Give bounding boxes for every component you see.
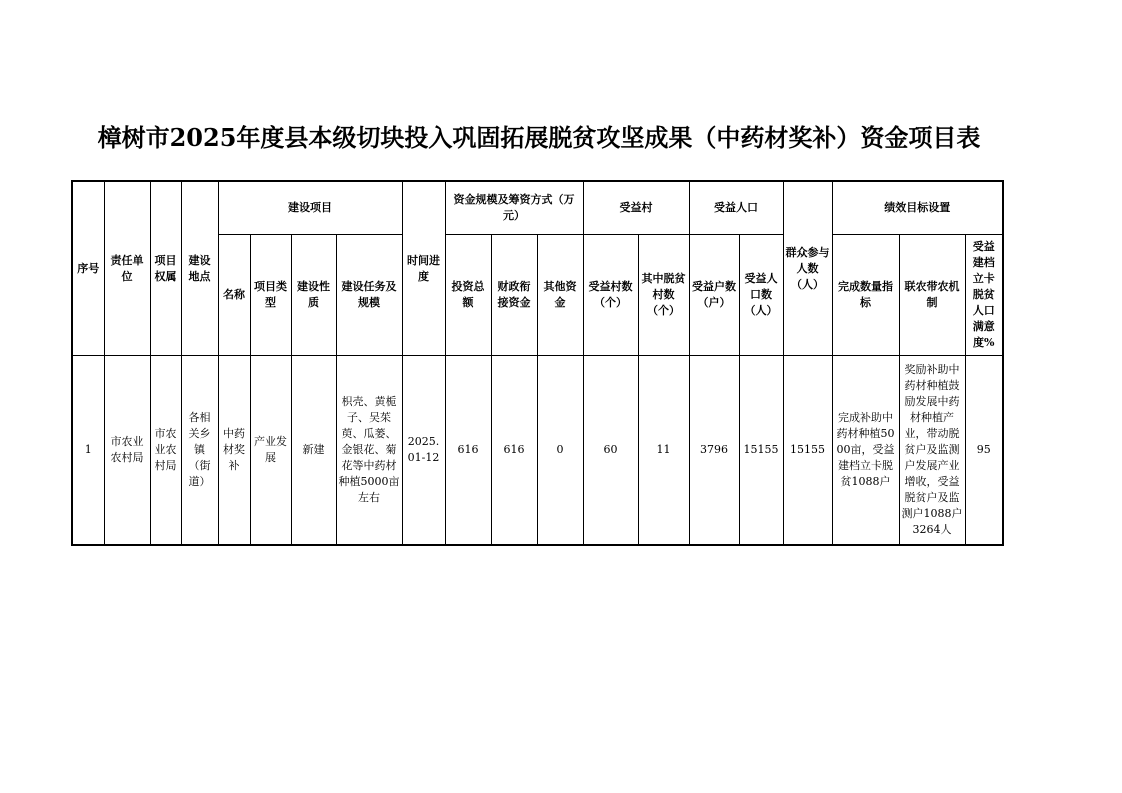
header-owner: 项目权属 [150, 181, 181, 356]
header-name: 名称 [218, 235, 250, 356]
cell-participants: 15155 [783, 356, 832, 546]
header-participants: 群众参与人数（人） [783, 181, 832, 356]
header-seq: 序号 [72, 181, 104, 356]
header-construction-group: 建设项目 [218, 181, 402, 235]
cell-nature: 新建 [291, 356, 336, 546]
header-schedule: 时间进度 [402, 181, 445, 356]
cell-seq: 1 [72, 356, 104, 546]
cell-fiscal: 616 [491, 356, 537, 546]
project-table [71, 180, 1004, 546]
header-completion: 完成数量指标 [832, 235, 899, 356]
header-fiscal: 财政衔接资金 [491, 235, 537, 356]
header-poor-village: 其中脱贫村数（个） [638, 235, 689, 356]
header-nature: 建设性质 [291, 235, 336, 356]
cell-other: 0 [537, 356, 583, 546]
cell-name: 中药材奖补 [218, 356, 250, 546]
cell-location: 各相关乡镇（街道） [181, 356, 218, 546]
cell-village-count: 60 [583, 356, 638, 546]
cell-mechanism: 奖励补助中药材种植鼓励发展中药材种植产业，带动脱贫户及监测户发展产业增收，受益脱贫户及监测户1088户3264人 [899, 356, 965, 546]
header-other: 其他资金 [537, 235, 583, 356]
cell-households: 3796 [689, 356, 739, 546]
cell-task: 枳壳、黄栀子、吴茱萸、瓜蒌、金银花、菊花等中药材种植5000亩左右 [336, 356, 402, 546]
cell-total: 616 [445, 356, 491, 546]
cell-owner: 市农业农村局 [150, 356, 181, 546]
header-pop-group: 受益人口 [689, 181, 783, 235]
cell-poor-village: 11 [638, 356, 689, 546]
header-perf-group: 绩效目标设置 [832, 181, 1003, 235]
cell-completion: 完成补助中药材种植5000亩，受益建档立卡脱贫1088户 [832, 356, 899, 546]
header-households: 受益户数（户） [689, 235, 739, 356]
header-unit: 责任单位 [104, 181, 150, 356]
header-satisfaction: 受益建档立卡脱贫人口满意度% [965, 235, 1003, 356]
cell-unit: 市农业农村局 [104, 356, 150, 546]
cell-population: 15155 [739, 356, 783, 546]
header-total: 投资总额 [445, 235, 491, 356]
header-task: 建设任务及规模 [336, 235, 402, 356]
header-mechanism: 联农带农机制 [899, 235, 965, 356]
header-location: 建设地点 [181, 181, 218, 356]
cell-type: 产业发展 [250, 356, 291, 546]
header-village-count: 受益村数（个） [583, 235, 638, 356]
header-population: 受益人口数（人） [739, 235, 783, 356]
header-row-1 [72, 181, 1003, 235]
page-title: 樟树市2025年度县本级切块投入巩固拓展脱贫攻坚成果（中药材奖补）资金项目表 [97, 123, 981, 152]
header-type: 项目类型 [250, 235, 291, 356]
table-row [72, 356, 1003, 546]
header-village-group: 受益村 [583, 181, 689, 235]
header-fund-group: 资金规模及筹资方式（万元） [445, 181, 583, 235]
cell-satisfaction: 95 [965, 356, 1003, 546]
cell-schedule: 2025.01-12 [402, 356, 445, 546]
